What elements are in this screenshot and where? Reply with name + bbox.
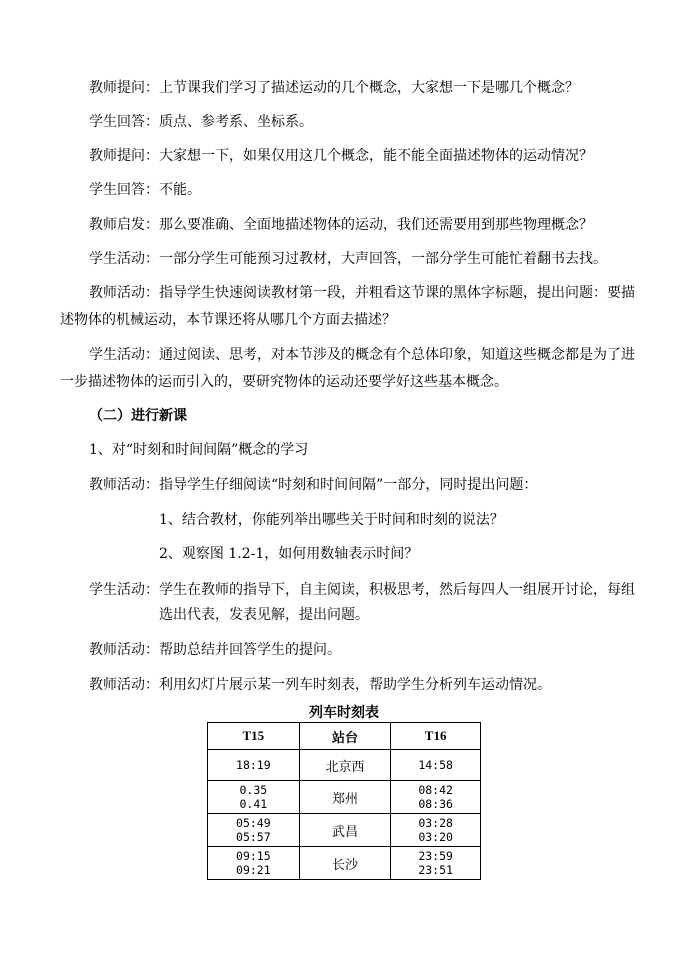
paragraph: 学生回答：不能。	[89, 182, 201, 198]
table-row	[208, 847, 481, 880]
paragraph-continuation: 一步描述物体的运而引入的，要研究物体的运动还要学好这些基本概念。	[60, 374, 508, 390]
question-item: 2、观察图 1.2-1，如何用数轴表示时间？	[159, 546, 419, 562]
paragraph-continuation: 选出代表，发表见解，提出问题。	[159, 607, 369, 623]
paragraph: 教师提问：上节课我们学习了描述运动的几个概念，大家想一下是哪几个概念？	[89, 80, 579, 96]
section-heading: （二）进行新课	[89, 408, 187, 424]
t16-time-cell: 14:58	[391, 750, 481, 781]
train-timetable	[207, 722, 481, 880]
paragraph: 学生活动：通过阅读、思考，对本节涉及的概念有个总体印象，知道这些概念都是为了进	[89, 347, 635, 363]
column-header: T15	[208, 723, 300, 750]
paragraph: 教师活动：利用幻灯片展示某一列车时刻表，帮助学生分析列车运动情况。	[89, 677, 551, 693]
paragraph: 教师活动：指导学生快速阅读教材第一段，并粗看这节课的黑体字标题，提出问题：要描	[89, 285, 635, 301]
paragraph-continuation: 述物体的机械运动，本节课还将从哪几个方面去描述？	[60, 312, 396, 328]
table-header-row	[208, 723, 481, 750]
t15-time-cell: 05:49 05:57	[208, 814, 300, 847]
question-item: 1、结合教材，你能列举出哪些关于时间和时刻的说法？	[159, 512, 504, 528]
station-cell: 北京西	[299, 750, 391, 781]
column-header: 站台	[299, 723, 391, 750]
paragraph: 教师提问：大家想一下，如果仅用这几个概念，能不能全面描述物体的运动情况？	[89, 148, 593, 164]
table-row	[208, 781, 481, 814]
t16-time-cell: 23:59 23:51	[391, 847, 481, 880]
paragraph: 教师活动：指导学生仔细阅读“时刻和时间间隔”一部分，同时提出问题：	[89, 477, 538, 493]
station-cell: 长沙	[299, 847, 391, 880]
paragraph: 教师启发：那么要准确、全面地描述物体的运动，我们还需要用到那些物理概念？	[89, 217, 593, 233]
t15-time-cell: 09:15 09:21	[208, 847, 300, 880]
station-cell: 郑州	[299, 781, 391, 814]
paragraph: 学生活动：学生在教师的指导下，自主阅读，积极思考，然后每四人一组展开讨论，每组	[89, 582, 635, 598]
paragraph: 学生活动：一部分学生可能预习过教材，大声回答，一部分学生可能忙着翻书去找。	[89, 251, 607, 267]
t15-time-cell: 18:19	[208, 750, 300, 781]
paragraph: 教师活动：帮助总结并回答学生的提问。	[89, 642, 341, 658]
t15-time-cell: 0.35 0.41	[208, 781, 300, 814]
timetable-title: 列车时刻表	[309, 705, 379, 721]
t16-time-cell: 03:28 03:20	[391, 814, 481, 847]
paragraph: 学生回答：质点、参考系、坐标系。	[89, 114, 313, 130]
column-header: T16	[391, 723, 481, 750]
station-cell: 武昌	[299, 814, 391, 847]
table-row	[208, 814, 481, 847]
subsection-heading: 1、对“时刻和时间间隔”概念的学习	[89, 442, 309, 458]
table-row	[208, 750, 481, 781]
t16-time-cell: 08:42 08:36	[391, 781, 481, 814]
